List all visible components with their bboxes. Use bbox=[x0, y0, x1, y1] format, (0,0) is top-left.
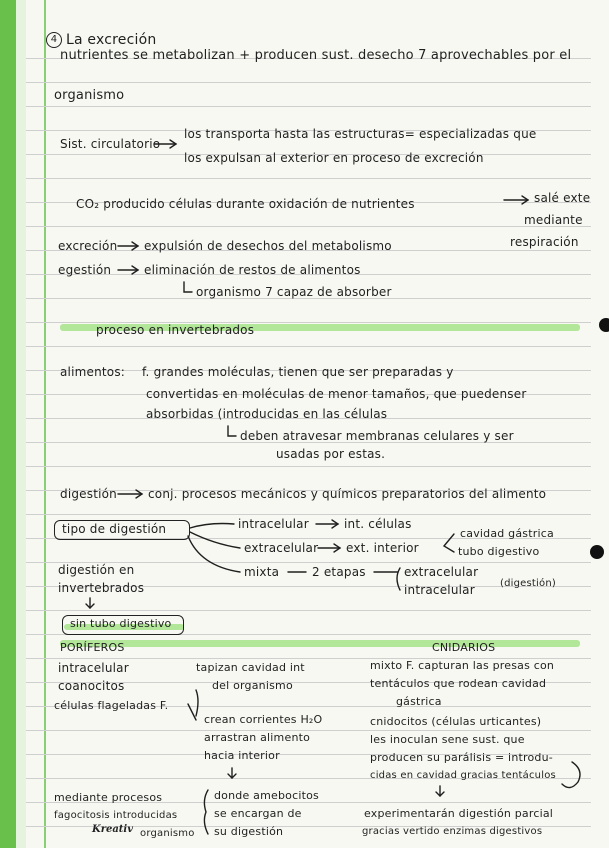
branch-intracelular bbox=[190, 524, 234, 529]
digestion-label: digestión bbox=[60, 487, 117, 501]
poriferos-l1: intracelular bbox=[58, 661, 129, 675]
cnidarios-l8: experimentarán digestión parcial bbox=[364, 807, 554, 820]
co2-line-1: CO₂ producido células durante oxidación de nutrientes bbox=[76, 197, 415, 211]
poriferos-r2: del organismo bbox=[212, 679, 293, 692]
poriferos-c2: se encargan de bbox=[214, 807, 302, 820]
poriferos-header: PORÍFEROS bbox=[60, 641, 125, 654]
etapa-nota: (digestión) bbox=[500, 578, 556, 589]
alimentos-line-5: usadas por estas. bbox=[276, 447, 386, 461]
etapa-intracelular: intracelular bbox=[404, 583, 475, 597]
co2-line-4: respiración bbox=[510, 235, 579, 249]
alimentos-line-3: absorbidas (introducidas en las células bbox=[146, 407, 388, 421]
co2-line-2: salé exte bbox=[534, 191, 591, 205]
poriferos-r4: arrastran alimento bbox=[204, 731, 311, 744]
intro-line-2: organismo bbox=[54, 88, 125, 103]
poriferos-l3: células flageladas F. bbox=[54, 699, 169, 712]
alimentos-line-1: f. grandes moléculas, tienen que ser preparadas y bbox=[142, 365, 454, 379]
poriferos-r5: hacia interior bbox=[204, 749, 280, 762]
co2-line-3: mediante bbox=[524, 213, 583, 227]
cnidarios-l4: cnidocitos (células urticantes) bbox=[370, 715, 542, 728]
sin-tubo-label: sin tubo digestivo bbox=[70, 617, 172, 630]
poriferos-l2: coanocitos bbox=[58, 679, 125, 693]
branch-extracelular bbox=[190, 532, 240, 548]
cavidad-gastrica: cavidad gástrica bbox=[460, 527, 554, 540]
tipo-extracelular: extracelular bbox=[244, 541, 319, 555]
cnidarios-l6: producen su parálisis = introdu- bbox=[370, 751, 553, 764]
sistema-line-1: los transporta hasta las estructuras= especializadas que bbox=[184, 127, 537, 141]
invert-line-1: digestión en bbox=[58, 563, 135, 577]
tipo-mixta: mixta bbox=[244, 565, 280, 579]
poriferos-r1: tapizan cavidad int bbox=[196, 661, 305, 674]
intro-line-1: nutrientes se metabolizan + producen sust. desecho 7 aprovechables por el bbox=[60, 48, 572, 63]
tipo-extracelular-def: ext. interior bbox=[346, 541, 419, 555]
tubo-digestivo: tubo digestivo bbox=[458, 545, 540, 558]
proceso-heading: proceso en invertebrados bbox=[96, 323, 255, 337]
etapa-extracelular: extracelular bbox=[404, 565, 479, 579]
arrow-alimentos-sub bbox=[228, 426, 236, 436]
sistema-line-2: los expulsan al exterior en proceso de excreción bbox=[184, 151, 484, 165]
tipo-intracelular: intracelular bbox=[238, 517, 309, 531]
poriferos-b3: organismo bbox=[140, 828, 195, 839]
cnidarios-l9: gracias vertido enzimas digestivos bbox=[362, 826, 543, 837]
cnidarios-l3: gástrica bbox=[396, 695, 442, 708]
egestion-sub: organismo 7 capaz de absorber bbox=[196, 285, 392, 299]
alimentos-label: alimentos: bbox=[60, 365, 126, 379]
poriferos-c1: donde amebocitos bbox=[214, 789, 319, 802]
cnidarios-l7: cidas en cavidad gracias tentáculos bbox=[370, 770, 556, 781]
egestion-label: egestión bbox=[58, 263, 112, 277]
excrecion-text: expulsión de desechos del metabolismo bbox=[144, 239, 392, 253]
poriferos-r3: crean corrientes H₂O bbox=[204, 713, 323, 726]
poriferos-c3: su digestión bbox=[214, 825, 284, 838]
section-number: 4 bbox=[46, 32, 62, 48]
tipo-intracelular-def: int. células bbox=[344, 517, 412, 531]
arrow-egestion-sub bbox=[184, 282, 192, 292]
excrecion-label: excreción bbox=[58, 239, 118, 253]
signature-logo: Kreativ bbox=[92, 824, 134, 835]
poriferos-b1: mediante procesos bbox=[54, 791, 163, 804]
invert-line-2: invertebrados bbox=[58, 581, 145, 595]
cnidarios-l1: mixto F. capturan las presas con bbox=[370, 659, 555, 672]
egestion-text: eliminación de restos de alimentos bbox=[144, 263, 361, 277]
cnidarios-header: CNIDARIOS bbox=[432, 641, 496, 654]
digestion-text: conj. procesos mecánicos y químicos preparatorios del alimento bbox=[148, 487, 547, 501]
cnidarios-l5: les inoculan sene sust. que bbox=[370, 733, 525, 746]
cnidarios-l2: tentáculos que rodean cavidad bbox=[370, 677, 547, 690]
mixta-etapas: 2 etapas bbox=[312, 565, 366, 579]
alimentos-line-2: convertidas en moléculas de menor tamaños, que puedenser bbox=[146, 387, 527, 401]
alimentos-line-4: deben atravesar membranas celulares y ser bbox=[240, 429, 514, 443]
poriferos-b2: fagocitosis introducidas bbox=[54, 810, 178, 821]
sistema-label: Sist. circulatorio bbox=[60, 137, 161, 151]
section-title-text: La excreción bbox=[66, 32, 157, 48]
tipo-digestion-label: tipo de digestión bbox=[62, 522, 167, 536]
